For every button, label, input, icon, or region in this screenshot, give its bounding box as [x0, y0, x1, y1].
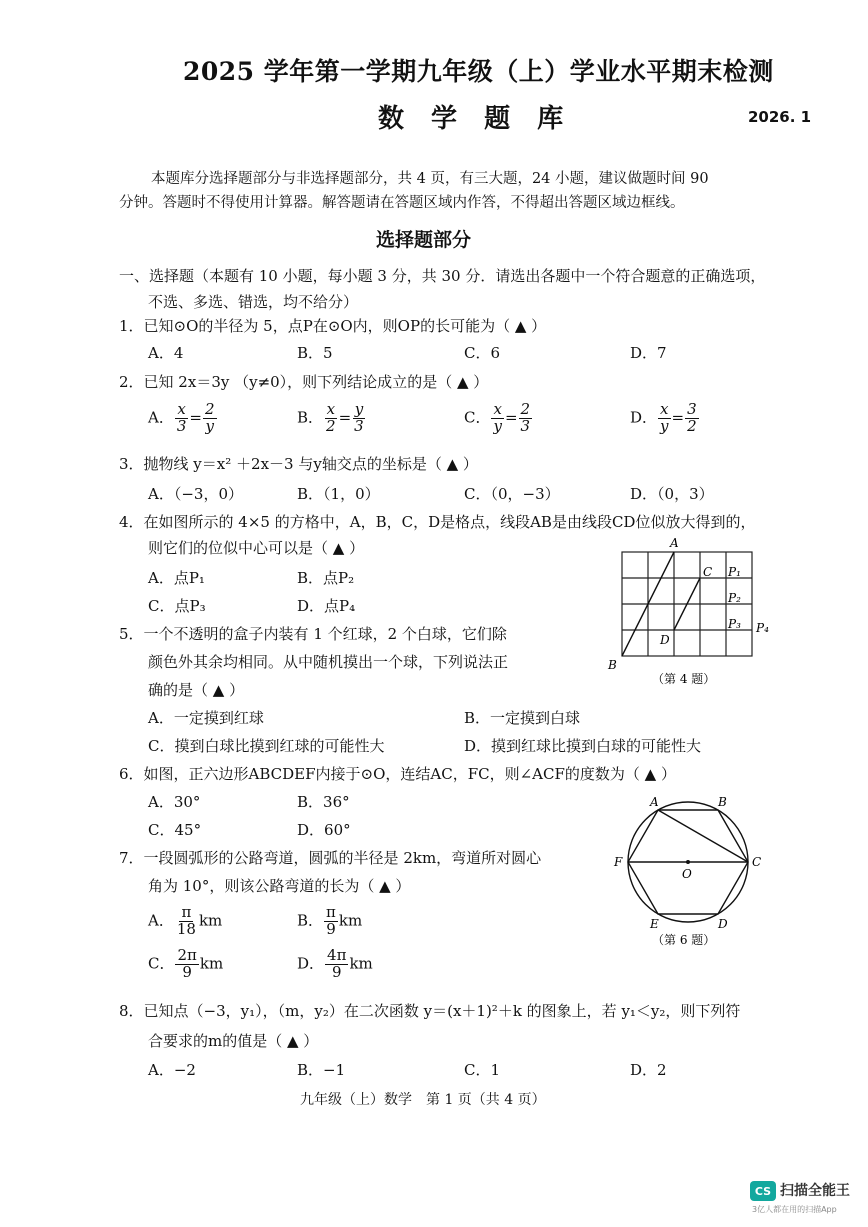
- fraction: $\frac{3}{2}$: [687, 400, 697, 435]
- q5-option-d: D．摸到红球比摸到白球的可能性大: [464, 737, 702, 755]
- q5-stem-2: 颜色外其余均相同。从中随机摸出一个球，下列说法正: [148, 653, 509, 671]
- q6-option-a: A．30°: [148, 793, 201, 811]
- label-p4: P₄: [756, 621, 769, 635]
- q8-option-b: B．−1: [297, 1061, 346, 1079]
- fraction: $\frac{x}{y}$: [660, 400, 669, 435]
- label-b: B: [718, 795, 727, 809]
- q6-option-c: C．45°: [148, 821, 202, 839]
- page-subtitle: 数 学 题 库: [378, 104, 573, 134]
- fraction: $\frac{x}{y}$: [493, 400, 502, 435]
- q6-figure-caption: （第 6 题）: [652, 933, 716, 947]
- segment-ac: [658, 810, 748, 862]
- q3-option-a: A．（−3，0）: [148, 485, 243, 503]
- label-f: F: [614, 855, 623, 869]
- q1-option-b: B．5: [297, 344, 333, 362]
- label-c: C: [703, 565, 713, 579]
- q1-option-a: A．4: [148, 344, 184, 362]
- q4-stem-2: 则它们的位似中心可以是（ ▲ ）: [148, 539, 365, 557]
- q5-option-a: A．一定摸到红球: [148, 709, 264, 727]
- q1-option-d: D．7: [630, 344, 667, 362]
- fraction: $\frac{y}{3}$: [354, 400, 364, 435]
- fraction: $\frac{2}{3}$: [520, 400, 531, 435]
- q7-option-c: C． $\frac{2\pi}{9}$ km: [148, 946, 224, 981]
- q4-option-c: C．点P₃: [148, 597, 206, 615]
- q4-option-b: B．点P₂: [297, 569, 355, 587]
- q4-option-a: A．点P₁: [148, 569, 205, 587]
- q2-stem: 2．已知 2x＝3y （y≠0），则下列结论成立的是（ ▲ ）: [119, 373, 489, 391]
- page-footer: 九年级（上）数学 第 1 页（共 4 页）: [300, 1092, 546, 1108]
- q8-stem-2: 合要求的m的值是（ ▲ ）: [148, 1032, 319, 1050]
- fraction: $\frac{x}{2}$: [326, 400, 336, 435]
- label-p3: P₃: [728, 617, 741, 631]
- label-p2: P₂: [728, 591, 741, 605]
- q2-option-d: D． $\frac{x}{y}$ = $\frac{3}{2}$: [630, 400, 697, 435]
- q6-option-b: B．36°: [297, 793, 350, 811]
- q6-option-d: D．60°: [297, 821, 351, 839]
- q3-option-b: B．（1，0）: [297, 485, 380, 503]
- q6-hexagon-figure: [610, 790, 770, 950]
- q6-stem: 6．如图，正六边形ABCDEF内接于⊙O，连结AC，FC，则∠ACF的度数为（ ▲ ）: [119, 765, 676, 783]
- q8-option-a: A．−2: [148, 1061, 196, 1079]
- intro-line-1: 本题库分选择题部分与非选择题部分，共 4 页，有三大题，24 小题，建议做题时间 90: [151, 171, 709, 187]
- q1-option-c: C．6: [464, 344, 501, 362]
- label-d: D: [718, 917, 728, 931]
- q4-grid-figure: [600, 532, 780, 692]
- q3-stem: 3．抛物线 y＝x² ＋2x－3 与y轴交点的坐标是（ ▲ ）: [119, 455, 478, 473]
- q8-option-c: C．1: [464, 1061, 501, 1079]
- q5-option-c: C．摸到白球比摸到红球的可能性大: [148, 737, 385, 755]
- section-title: 选择题部分: [376, 229, 472, 251]
- scanner-tagline: 3亿人都在用的扫描App: [752, 1205, 837, 1214]
- q4-figure-caption: （第 4 题）: [652, 672, 716, 686]
- q4-stem-1: 4．在如图所示的 4×5 的方格中，A，B，C，D是格点，线段AB是由线段CD位似放大得到的，: [119, 513, 756, 531]
- center-dot: [686, 860, 690, 864]
- q4-option-d: D．点P₄: [297, 597, 356, 615]
- q7-stem-2: 角为 10°，则该公路弯道的长为（ ▲ ）: [148, 877, 411, 895]
- q7-option-a: A． $\frac{\pi}{18}$ km: [148, 903, 223, 938]
- q3-option-c: C．（0，−3）: [464, 485, 560, 503]
- label-e: E: [650, 917, 659, 931]
- fraction: $\frac{\pi}{9}$: [326, 903, 336, 938]
- label-o: O: [682, 867, 692, 881]
- label-d: D: [660, 633, 670, 647]
- q1-stem: 1．已知⊙O的半径为 5，点P在⊙O内，则OP的长可能为（ ▲ ）: [119, 317, 547, 335]
- fraction: $\frac{\pi}{18}$: [176, 903, 196, 938]
- q3-option-d: D．（0，3）: [630, 485, 714, 503]
- intro-line-2: 分钟。答题时不得使用计算器。解答题请在答题区域内作答，不得超出答题区域边框线。: [119, 195, 685, 211]
- q2-option-a: A． $\frac{x}{3}$ = $\frac{2}{y}$: [148, 400, 215, 435]
- page-title: 2025 学年第一学期九年级（上）学业水平期末检测: [183, 57, 774, 86]
- q5-option-b: B．一定摸到白球: [464, 709, 581, 727]
- part1-instructions-2: 不选、多选、错选，均不给分）: [148, 293, 359, 311]
- q2-option-c: C． $\frac{x}{y}$ = $\frac{2}{3}$: [464, 400, 531, 435]
- q8-stem-1: 8．已知点（−3，y₁），（m，y₂）在二次函数 y＝(x＋1)²＋k 的图象上，若 y₁＜y₂，则下列符: [119, 1002, 741, 1020]
- q2-a-label: A．: [148, 408, 174, 427]
- fraction: $\frac{2\pi}{9}$: [177, 946, 197, 981]
- label-p1: P₁: [728, 565, 741, 579]
- label-a: A: [670, 536, 679, 550]
- q5-stem-1: 5．一个不透明的盒子内装有 1 个红球，2 个白球，它们除: [119, 625, 507, 643]
- exam-date: 2026. 1: [748, 108, 812, 126]
- q7-stem-1: 7．一段圆弧形的公路弯道，圆弧的半径是 2km，弯道所对圆心: [119, 849, 542, 867]
- fraction: $\frac{2}{y}$: [204, 400, 215, 435]
- fraction: $\frac{x}{3}$: [176, 400, 187, 435]
- q7-option-b: B． $\frac{\pi}{9}$ km: [297, 903, 363, 938]
- scanner-app-name: 扫描全能王: [780, 1183, 850, 1199]
- q8-option-d: D．2: [630, 1061, 667, 1079]
- label-a: A: [650, 795, 659, 809]
- part1-instructions-1: 一、选择题（本题有 10 小题，每小题 3 分，共 30 分．请选出各题中一个符合题意的正确选项，: [119, 267, 766, 285]
- q5-stem-3: 确的是（ ▲ ）: [148, 681, 245, 699]
- q2-option-b: B． $\frac{x}{2}$ = $\frac{y}{3}$: [297, 400, 364, 435]
- q7-option-d: D． $\frac{4\pi}{9}$ km: [297, 946, 373, 981]
- label-c: C: [752, 855, 762, 869]
- scanner-logo-icon: CS: [750, 1181, 776, 1201]
- label-b: B: [608, 658, 617, 672]
- fraction: $\frac{4\pi}{9}$: [327, 946, 347, 981]
